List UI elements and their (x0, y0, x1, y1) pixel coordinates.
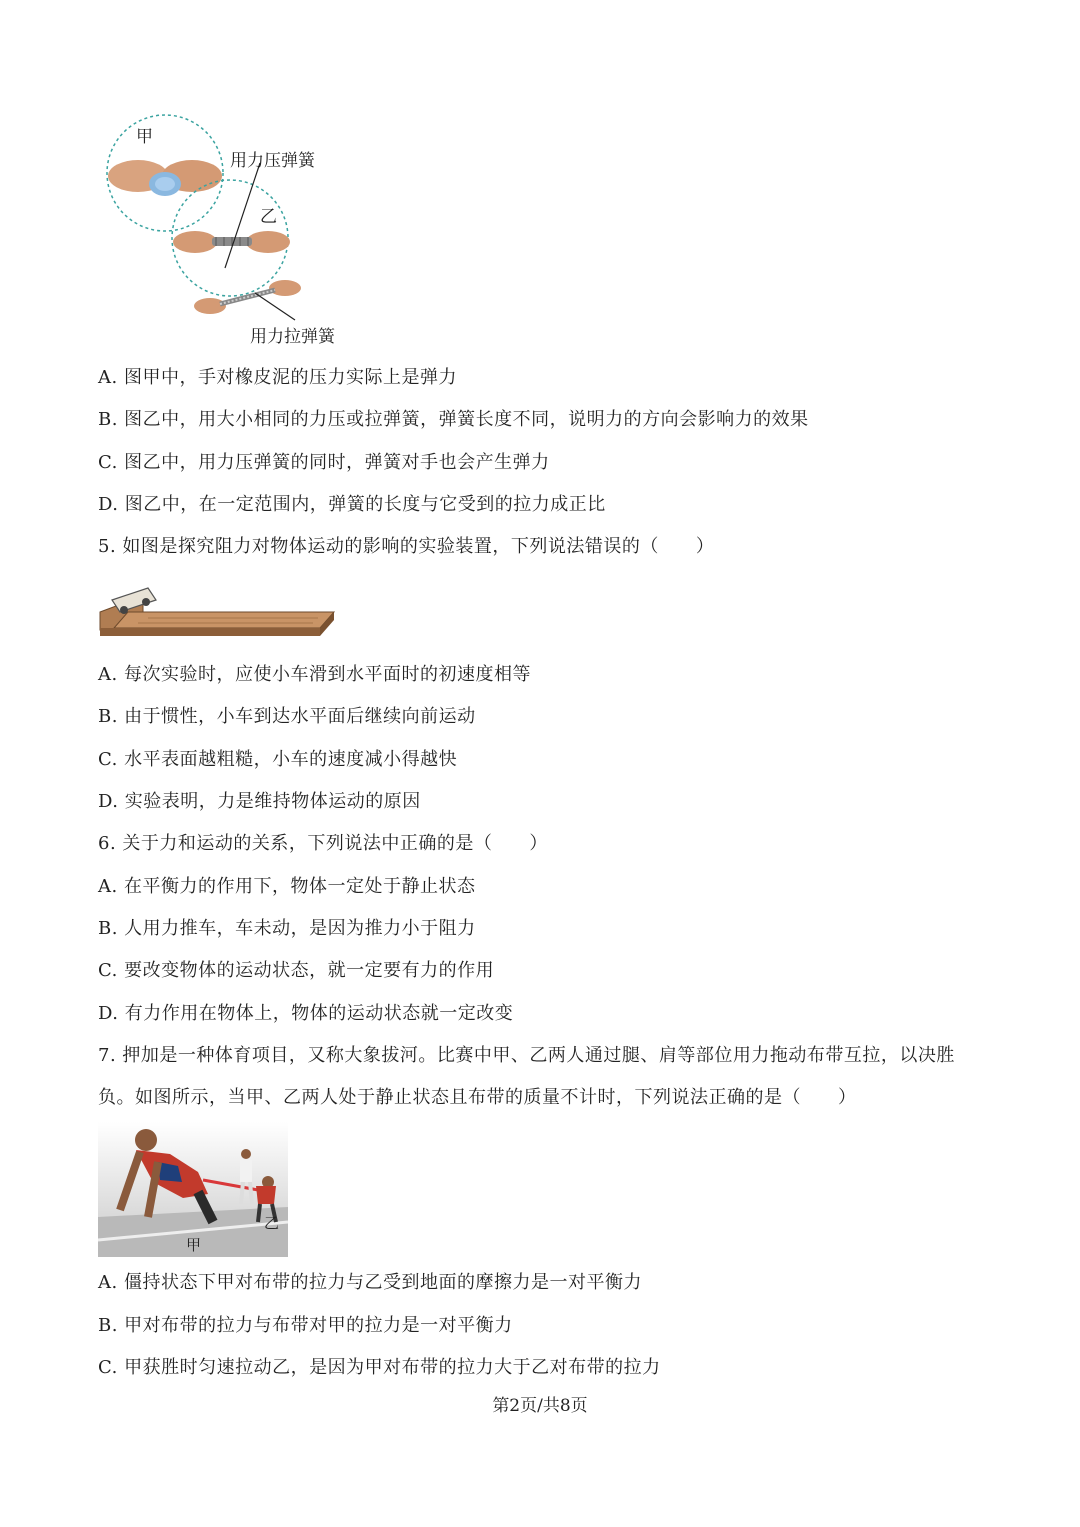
q4-option-c: C. 图乙中，用力压弹簧的同时，弹簧对手也会产生弹力 (98, 452, 550, 473)
ramp-figure (98, 582, 338, 642)
label-pull-spring: 用力拉弹簧 (250, 327, 335, 347)
q5-option-a: A. 每次实验时，应使小车滑到水平面时的初速度相等 (98, 664, 531, 685)
q5-option-c: C. 水平表面越粗糙，小车的速度减小得越快 (98, 749, 458, 770)
q7-option-b: B. 甲对布带的拉力与布带对甲的拉力是一对平衡力 (98, 1315, 513, 1336)
q6-option-a: A. 在平衡力的作用下，物体一定处于静止状态 (98, 876, 476, 897)
label-press-spring: 用力压弹簧 (230, 151, 315, 171)
q6-option-d: D. 有力作用在物体上，物体的运动状态就一定改变 (98, 1003, 514, 1024)
q4-option-b: B. 图乙中，用大小相同的力压或拉弹簧，弹簧长度不同，说明力的方向会影响力的效果 (98, 409, 809, 430)
q7-option-c: C. 甲获胜时匀速拉动乙，是因为甲对布带的拉力大于乙对布带的拉力 (98, 1357, 661, 1378)
q5-stem: 5. 如图是探究阻力对物体运动的影响的实验装置，下列说法错误的（ ） (98, 536, 715, 557)
ramp-illustration (98, 582, 338, 642)
q4-option-d: D. 图乙中，在一定范围内，弹簧的长度与它受到的拉力成正比 (98, 494, 606, 515)
spring-figure (100, 108, 360, 348)
label-jia: 甲 (136, 127, 153, 147)
q7-stem-line2: 负。如图所示，当甲、乙两人处于静止状态且布带的质量不计时，下列说法正确的是（ ） (98, 1087, 857, 1108)
q6-stem: 6. 关于力和运动的关系，下列说法中正确的是（ ） (98, 833, 548, 854)
q6-option-b: B. 人用力推车，车未动，是因为推力小于阻力 (98, 918, 476, 939)
q7-option-a: A. 僵持状态下甲对布带的拉力与乙受到地面的摩擦力是一对平衡力 (98, 1272, 642, 1293)
q7-stem-line1: 7. 押加是一种体育项目，又称大象拔河。比赛中甲、乙两人通过腿、肩等部位用力拖动布带互拉，以决胜 (98, 1045, 955, 1066)
label-yi: 乙 (260, 207, 277, 227)
tug-figure (98, 1122, 288, 1257)
q5-option-b: B. 由于惯性，小车到达水平面后继续向前运动 (98, 706, 476, 727)
q4-option-a: A. 图甲中，手对橡皮泥的压力实际上是弹力 (98, 367, 457, 388)
q5-option-d: D. 实验表明，力是维持物体运动的原因 (98, 791, 421, 812)
tug-label-yi: 乙 (264, 1214, 280, 1232)
q6-option-c: C. 要改变物体的运动状态，就一定要有力的作用 (98, 960, 495, 981)
page-footer: 第2页/共8页 (492, 1396, 588, 1416)
tug-label-jia: 甲 (186, 1236, 202, 1254)
